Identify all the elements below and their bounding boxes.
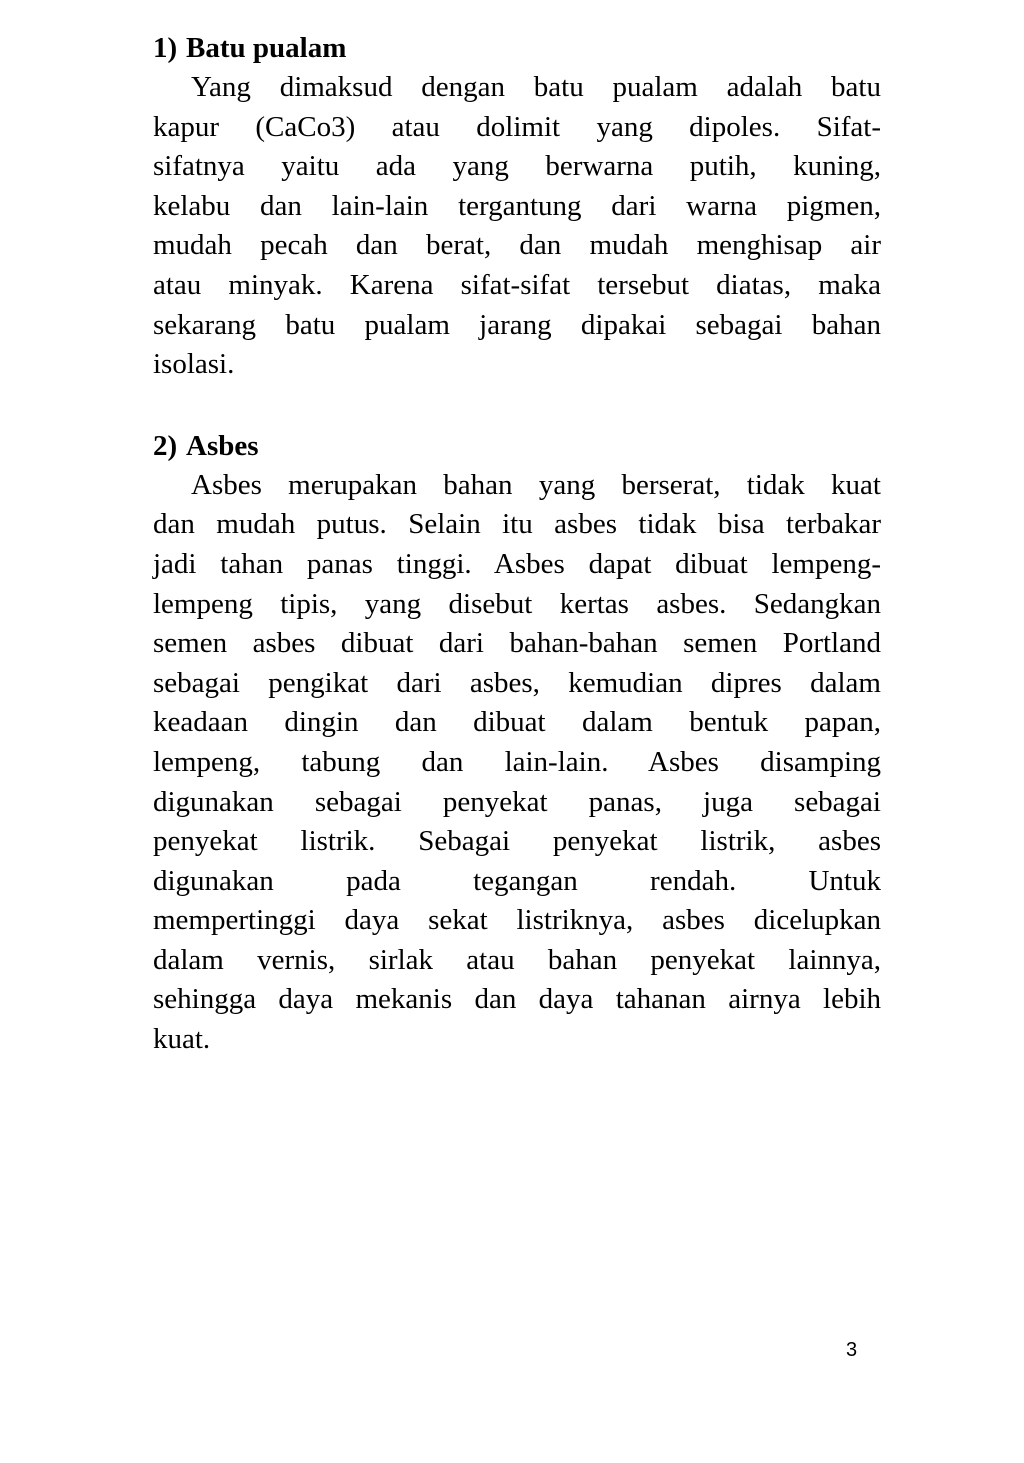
section-batu-pualam [153, 28, 881, 385]
paragraph-line [153, 505, 881, 545]
paragraph-line [153, 187, 881, 227]
paragraph-line [153, 306, 881, 346]
paragraph-line [153, 585, 881, 625]
line-text: sifatnya yaitu ada yang berwarna putih, kuning, [153, 150, 881, 183]
paragraph-line [153, 1020, 881, 1060]
line-text: jadi tahan panas tinggi. Asbes dapat dibuat lempeng- [153, 547, 881, 580]
section-asbes [153, 426, 881, 1060]
paragraph-line [153, 147, 881, 187]
line-text: keadaan dingin dan dibuat dalam bentuk papan, [153, 706, 881, 739]
paragraph-line [153, 822, 881, 862]
line-text: lempeng tipis, yang disebut kertas asbes. Sedangkan [153, 587, 881, 620]
paragraph-line [153, 703, 881, 743]
document-page [153, 28, 881, 1060]
section-title: Asbes [186, 429, 259, 462]
paragraph-line [153, 345, 881, 385]
section-paragraph [153, 466, 881, 1060]
line-text: kelabu dan lain-lain tergantung dari warna pigmen, [153, 189, 881, 222]
paragraph-line [153, 545, 881, 585]
line-text: sebagai pengikat dari asbes, kemudian dipres dalam [153, 666, 881, 699]
line-text: Yang dimaksud dengan batu pualam adalah batu [191, 71, 881, 103]
line-text: mempertinggi daya sekat listriknya, asbes dicelupkan [153, 904, 881, 937]
paragraph-line [153, 862, 881, 902]
section-gap [153, 385, 881, 426]
line-text: atau minyak. Karena sifat-sifat tersebut diatas, maka [153, 268, 881, 301]
line-text: dalam vernis, sirlak atau bahan penyekat lainnya, [153, 943, 881, 976]
section-paragraph [153, 68, 881, 385]
paragraph-line [153, 980, 881, 1020]
paragraph-line [153, 624, 881, 664]
line-text: sehingga daya mekanis dan daya tahanan airnya lebih [153, 983, 881, 1016]
section-heading [153, 28, 881, 68]
paragraph-line [153, 901, 881, 941]
line-text: kuat. [153, 1023, 211, 1056]
line-text: Asbes merupakan bahan yang berserat, tidak kuat [191, 468, 881, 501]
line-text: digunakan sebagai penyekat panas, juga sebagai [153, 785, 881, 818]
line-text: mudah pecah dan berat, dan mudah menghisap air [153, 229, 881, 262]
paragraph-line [153, 68, 881, 108]
section-heading [153, 426, 881, 466]
line-text: isolasi. [153, 348, 235, 381]
paragraph-line [153, 783, 881, 823]
paragraph-line [153, 266, 881, 306]
section-number: 1) [153, 32, 178, 64]
line-text: dan mudah putus. Selain itu asbes tidak bisa terbakar [153, 508, 881, 541]
line-text: sekarang batu pualam jarang dipakai sebagai bahan [153, 308, 881, 341]
paragraph-line [153, 108, 881, 148]
section-number: 2) [153, 429, 178, 462]
paragraph-line [153, 743, 881, 783]
paragraph-line [153, 226, 881, 266]
paragraph-line [153, 941, 881, 981]
line-text: lempeng, tabung dan lain-lain. Asbes disamping [153, 745, 881, 778]
page-number: 3 [846, 1339, 858, 1361]
line-text: semen asbes dibuat dari bahan-bahan semen Portland [153, 627, 881, 660]
line-text: digunakan pada tegangan rendah. Untuk [153, 864, 881, 897]
paragraph-line [153, 466, 881, 506]
paragraph-line [153, 664, 881, 704]
line-text: penyekat listrik. Sebagai penyekat listrik, asbes [153, 825, 881, 858]
section-title: Batu pualam [186, 32, 347, 64]
line-text: kapur (CaCo3) atau dolimit yang dipoles. Sifat- [153, 110, 881, 143]
